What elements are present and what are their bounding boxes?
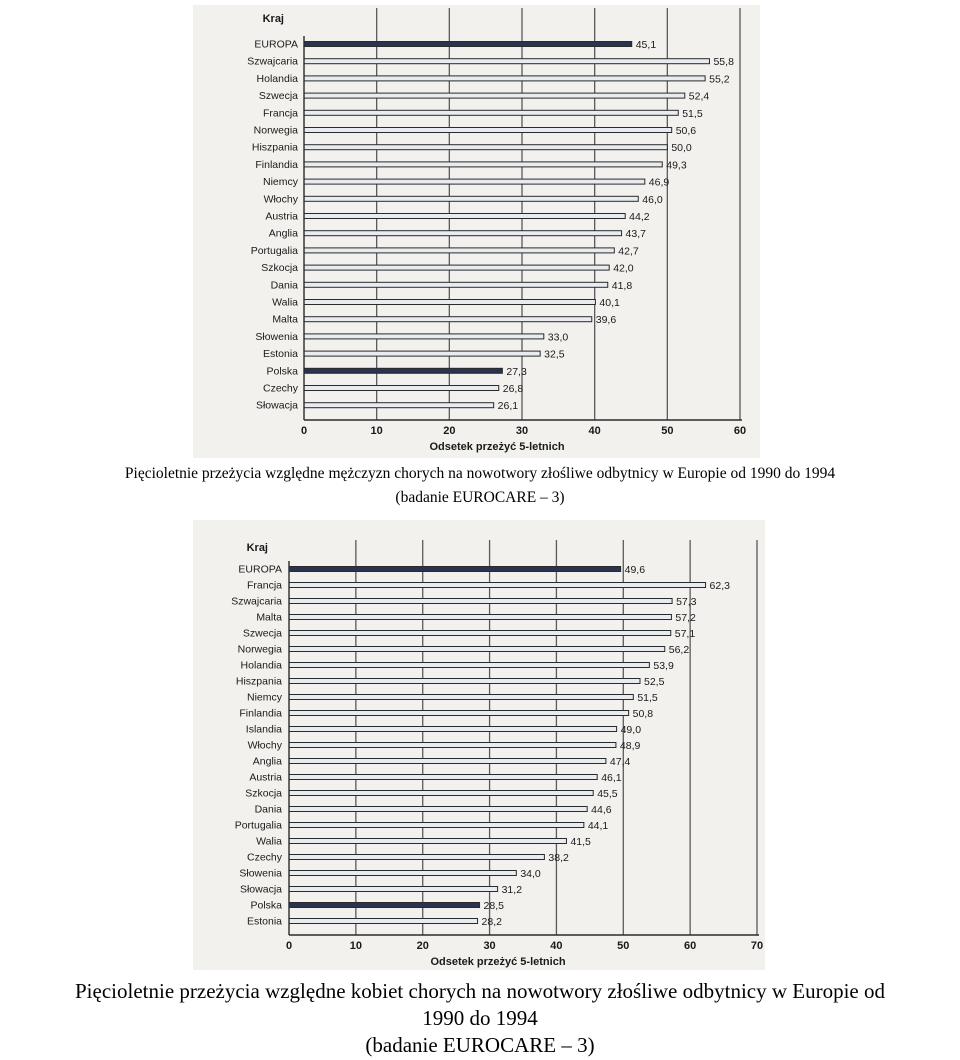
bar-szkocja — [304, 265, 609, 270]
bar-szwajcaria — [304, 59, 709, 64]
category-label-slowacja: Słowacja — [255, 399, 298, 412]
value-label-anglia: 43,7 — [625, 228, 646, 241]
value-label-islandia: 49,0 — [620, 724, 642, 736]
value-label-slowacja: 31,2 — [501, 884, 523, 896]
category-label-anglia: Anglia — [268, 227, 298, 240]
value-label-europa: 49,6 — [624, 564, 646, 576]
bar-francja — [304, 110, 678, 115]
bar-slowacja — [289, 887, 498, 892]
bar-holandia — [304, 76, 705, 81]
value-label-austria: 46,1 — [601, 772, 622, 784]
bar-holandia — [289, 663, 649, 668]
caption-women — [0, 978, 960, 1059]
bar-islandia — [289, 727, 617, 732]
category-label-wlochy: Włochy — [247, 739, 282, 752]
value-label-malta: 57,2 — [675, 612, 696, 624]
bar-estonia — [304, 351, 540, 356]
bar-portugalia — [304, 248, 614, 253]
value-label-hiszpania: 52,5 — [644, 676, 665, 688]
tick-label-0: 0 — [285, 940, 293, 952]
bar-finlandia — [289, 711, 629, 716]
category-label-dania: Dania — [254, 803, 282, 816]
bar-austria — [289, 775, 597, 780]
caption-men-line-2: (badanie EUROCARE – 3) — [395, 489, 565, 506]
value-label-szkocja: 45,5 — [597, 788, 618, 800]
category-header: Kraj — [246, 542, 268, 554]
tick-label-50: 50 — [617, 940, 630, 952]
bar-malta — [304, 317, 592, 322]
bar-wlochy — [304, 196, 638, 201]
category-label-polska: Polska — [266, 365, 298, 378]
value-label-czechy: 26,8 — [502, 383, 524, 395]
value-label-hiszpania: 50,0 — [671, 142, 692, 155]
value-label-dania: 44,6 — [591, 804, 612, 816]
category-label-estonia: Estonia — [246, 915, 282, 928]
value-label-dania: 41,8 — [611, 279, 633, 292]
bar-polska — [304, 368, 502, 373]
caption-women-line-1: Pięcioletnie przeżycia względne kobiet chorych na nowotwory złośliwe odbytnicy w Europie od — [75, 979, 885, 1003]
category-label-finlandia: Finlandia — [255, 158, 298, 171]
chart-men — [247, 8, 746, 453]
category-label-portugalia: Portugalia — [234, 819, 282, 832]
caption-men-line-1: Pięcioletnie przeżycia względne mężczyzn chorych na nowotwory złośliwe odbytnicy w Europie od 1990 do 1994 — [124, 465, 836, 482]
category-label-francja: Francja — [262, 107, 298, 120]
caption-men — [0, 462, 960, 510]
value-label-francja: 51,5 — [682, 107, 703, 120]
tick-label-30: 30 — [515, 425, 529, 437]
value-label-slowenia: 34,0 — [520, 868, 541, 880]
category-label-islandia: Islandia — [245, 723, 282, 736]
value-label-szwecja: 57,1 — [674, 628, 696, 640]
value-label-polska: 28,5 — [483, 900, 504, 912]
bar-szwajcaria — [289, 599, 672, 604]
value-label-niemcy: 51,5 — [637, 692, 658, 704]
value-label-malta: 39,6 — [595, 314, 617, 327]
bar-slowenia — [289, 871, 516, 876]
bar-norwegia — [289, 647, 665, 652]
value-label-czechy: 38,2 — [548, 852, 569, 864]
category-label-szwecja: Szwecja — [242, 627, 282, 640]
x-axis-label: Odsetek przeżyć 5-letnich — [429, 441, 565, 453]
value-label-portugalia: 42,7 — [618, 245, 639, 258]
category-label-walia: Walia — [272, 296, 298, 309]
value-label-szwajcaria: 55,8 — [713, 56, 734, 69]
caption-women-line-3: (badanie EUROCARE – 3) — [365, 1033, 595, 1057]
caption-women-line-2: 1990 do 1994 — [422, 1006, 538, 1030]
bar-czechy — [304, 386, 499, 391]
bar-malta — [289, 615, 671, 620]
value-label-estonia: 32,5 — [544, 348, 565, 361]
value-label-walia: 40,1 — [599, 297, 620, 309]
bar-finlandia — [304, 162, 662, 167]
bar-walia — [304, 300, 595, 305]
category-label-szkocja: Szkocja — [261, 262, 298, 275]
value-label-slowacja: 26,1 — [497, 400, 519, 413]
category-label-finlandia: Finlandia — [239, 707, 282, 720]
bar-czechy — [289, 855, 544, 860]
tick-label-50: 50 — [661, 425, 674, 437]
x-axis-label: Odsetek przeżyć 5-letnich — [430, 956, 566, 968]
category-label-wlochy: Włochy — [263, 193, 298, 206]
category-label-portugalia: Portugalia — [250, 244, 298, 257]
category-label-slowenia: Słowenia — [239, 867, 282, 880]
bar-hiszpania — [289, 679, 640, 684]
category-label-czechy: Czechy — [262, 382, 298, 395]
tick-label-60: 60 — [733, 425, 747, 437]
category-label-hiszpania: Hiszpania — [251, 141, 298, 154]
category-label-szwajcaria: Szwajcaria — [247, 55, 298, 68]
value-label-szkocja: 42,0 — [613, 262, 634, 275]
value-label-norwegia: 50,6 — [675, 125, 697, 137]
category-label-niemcy: Niemcy — [262, 176, 298, 189]
category-label-norwegia: Norwegia — [237, 643, 282, 656]
value-label-europa: 45,1 — [635, 39, 657, 51]
bar-dania — [289, 807, 587, 812]
tick-label-40: 40 — [550, 940, 563, 952]
tick-label-20: 20 — [443, 425, 456, 437]
bar-niemcy — [289, 695, 633, 700]
category-label-europa: EUROPA — [238, 563, 282, 576]
category-label-czechy: Czechy — [246, 851, 282, 864]
tick-label-20: 20 — [416, 940, 429, 952]
category-label-walia: Walia — [256, 835, 282, 848]
bar-hiszpania — [304, 145, 667, 150]
value-label-norwegia: 56,2 — [668, 644, 690, 656]
tick-label-10: 10 — [349, 940, 362, 952]
bar-francja — [289, 583, 706, 588]
bar-szwecja — [289, 631, 671, 636]
bar-europa — [289, 567, 621, 572]
category-label-holandia: Holandia — [256, 72, 298, 85]
category-label-hiszpania: Hiszpania — [235, 675, 282, 688]
value-label-estonia: 28,2 — [481, 916, 502, 928]
category-label-anglia: Anglia — [252, 755, 282, 768]
value-label-austria: 44,2 — [629, 211, 650, 223]
tick-label-60: 60 — [684, 940, 697, 952]
value-label-holandia: 53,9 — [653, 660, 674, 672]
category-label-austria: Austria — [265, 210, 298, 223]
value-label-francja: 62,3 — [709, 580, 730, 592]
value-label-niemcy: 46,9 — [648, 176, 670, 189]
bar-anglia — [289, 759, 606, 764]
bar-szwecja — [304, 93, 685, 98]
category-label-szkocja: Szkocja — [245, 787, 282, 800]
tick-label-40: 40 — [588, 425, 601, 437]
category-label-dania: Dania — [270, 279, 298, 292]
tick-label-30: 30 — [483, 940, 496, 952]
bar-estonia — [289, 919, 478, 924]
bar-europa — [304, 42, 632, 47]
category-label-estonia: Estonia — [262, 348, 298, 361]
category-label-austria: Austria — [249, 771, 282, 784]
value-label-finlandia: 50,8 — [632, 708, 654, 720]
value-label-slowenia: 33,0 — [547, 331, 569, 344]
category-label-niemcy: Niemcy — [246, 691, 282, 704]
bar-wlochy — [289, 743, 616, 748]
value-label-szwajcaria: 57,3 — [676, 596, 697, 608]
category-label-malta: Malta — [256, 611, 282, 624]
category-label-slowacja: Słowacja — [239, 883, 282, 896]
category-label-malta: Malta — [272, 313, 298, 326]
chart-women — [231, 540, 763, 968]
tick-label-10: 10 — [370, 425, 383, 437]
bar-dania — [304, 282, 608, 287]
value-label-finlandia: 49,3 — [666, 159, 687, 172]
bar-anglia — [304, 231, 622, 236]
value-label-wlochy: 46,0 — [642, 193, 663, 206]
tick-label-70: 70 — [750, 940, 764, 952]
bar-norwegia — [304, 128, 672, 133]
bar-szkocja — [289, 791, 593, 796]
value-label-szwecja: 52,4 — [688, 90, 710, 103]
value-label-holandia: 55,2 — [709, 73, 730, 86]
category-label-francja: Francja — [246, 579, 282, 592]
value-label-wlochy: 48,9 — [619, 740, 641, 752]
value-label-anglia: 47,4 — [609, 756, 631, 768]
bar-slowacja — [304, 403, 494, 408]
value-label-portugalia: 44,1 — [587, 820, 609, 832]
bar-portugalia — [289, 823, 584, 828]
bar-niemcy — [304, 179, 645, 184]
value-label-polska: 27,3 — [506, 365, 527, 378]
category-label-szwajcaria: Szwajcaria — [231, 595, 282, 608]
bar-slowenia — [304, 334, 544, 339]
category-header: Kraj — [262, 13, 284, 25]
category-label-norwegia: Norwegia — [253, 124, 298, 137]
category-label-szwecja: Szwecja — [258, 90, 298, 103]
category-label-slowenia: Słowenia — [255, 330, 298, 343]
category-label-polska: Polska — [250, 899, 282, 912]
bar-austria — [304, 214, 625, 219]
tick-label-0: 0 — [300, 425, 308, 437]
bar-polska — [289, 903, 480, 908]
value-label-walia: 41,5 — [570, 836, 591, 848]
category-label-europa: EUROPA — [254, 38, 298, 51]
bar-walia — [289, 839, 566, 844]
category-label-holandia: Holandia — [240, 659, 282, 672]
